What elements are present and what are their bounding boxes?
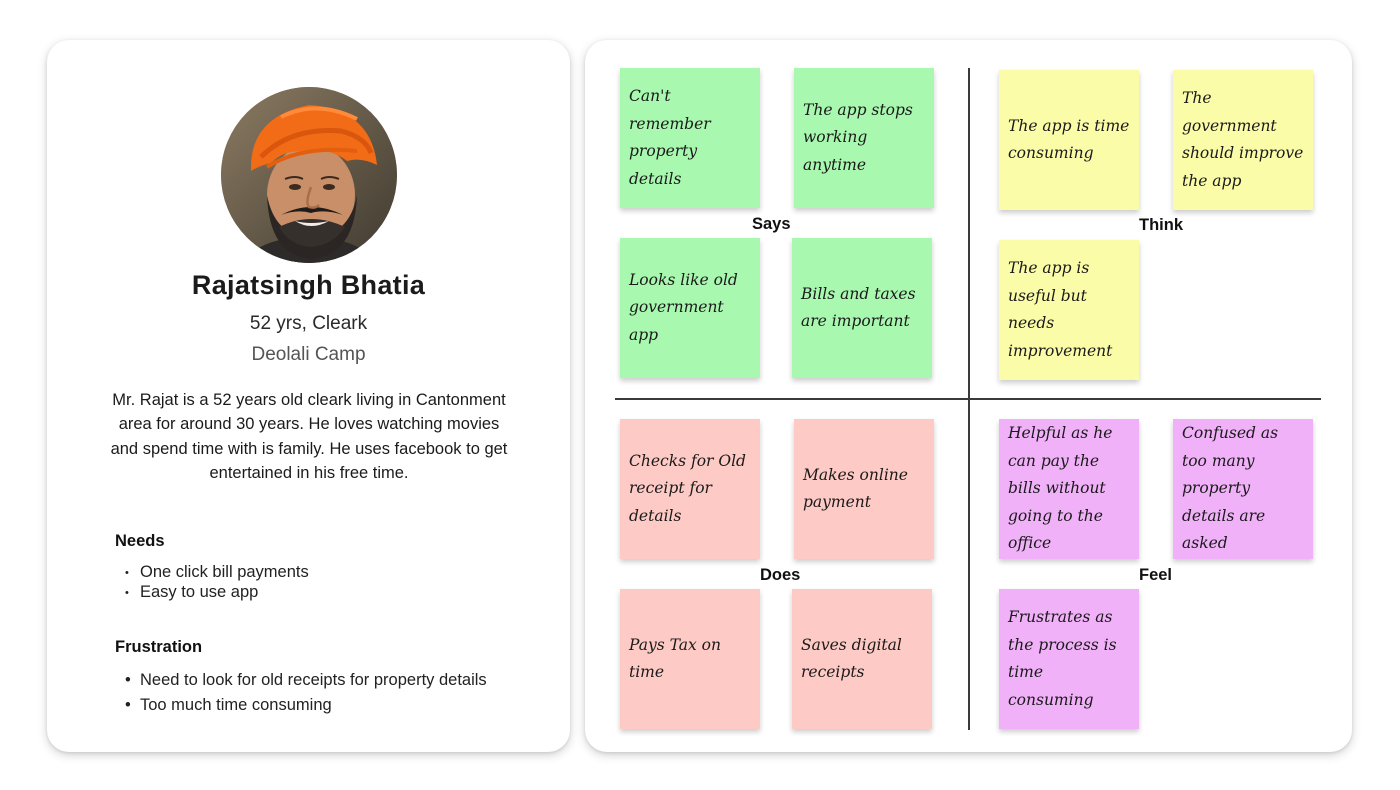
sticky-note-does: Makes online payment [794, 419, 934, 559]
sticky-note-says: The app stops working anytime [794, 68, 934, 208]
needs-title: Needs [115, 532, 165, 550]
avatar-illustration [221, 87, 397, 263]
list-item: • Need to look for old receipts for property details [125, 668, 487, 693]
needs-list [125, 562, 309, 602]
frustration-title: Frustration [115, 638, 203, 656]
sticky-note-think: The app is useful but needs improvement [999, 240, 1139, 380]
empathy-map-card [585, 40, 1352, 752]
persona-name: Rajatsingh Bhatia [191, 270, 426, 300]
frustration-list [125, 668, 487, 717]
sticky-note-says: Can't remember property details [620, 68, 760, 208]
list-item: • Easy to use app [125, 582, 309, 602]
quadrant-label-feel: Feel [1139, 566, 1173, 584]
quadrant-label-think: Think [1139, 216, 1183, 234]
sticky-note-says: Looks like old government app [620, 238, 760, 378]
persona-card [47, 40, 570, 752]
avatar [221, 87, 397, 263]
persona-bio: Mr. Rajat is a 52 years old cleark living in Cantonment area for around 30 years. He loves watching movies and spend time with is family. He uses facebook to get entertained in his free time. [110, 391, 508, 482]
persona-location: Deolali Camp [251, 344, 366, 365]
sticky-note-says: Bills and taxes are important [792, 238, 932, 378]
list-item: • One click bill payments [125, 562, 309, 582]
quadrant-label-says: Says [752, 215, 791, 233]
sticky-note-think: The app is time consuming [999, 70, 1139, 210]
sticky-note-think: The government should improve the app [1173, 70, 1313, 210]
sticky-note-feel: Frustrates as the process is time consuming [999, 589, 1139, 729]
sticky-note-does: Pays Tax on time [620, 589, 760, 729]
horizontal-divider [615, 398, 1321, 400]
quadrant-label-does: Does [760, 566, 801, 584]
sticky-note-feel: Confused as too many property details are asked [1173, 419, 1313, 559]
list-item: • Too much time consuming [125, 693, 487, 718]
sticky-note-does: Saves digital receipts [792, 589, 932, 729]
persona-age-role: 52 yrs, Cleark [249, 313, 368, 334]
sticky-note-feel: Helpful as he can pay the bills without going to the office [999, 419, 1139, 559]
sticky-note-does: Checks for Old receipt for details [620, 419, 760, 559]
